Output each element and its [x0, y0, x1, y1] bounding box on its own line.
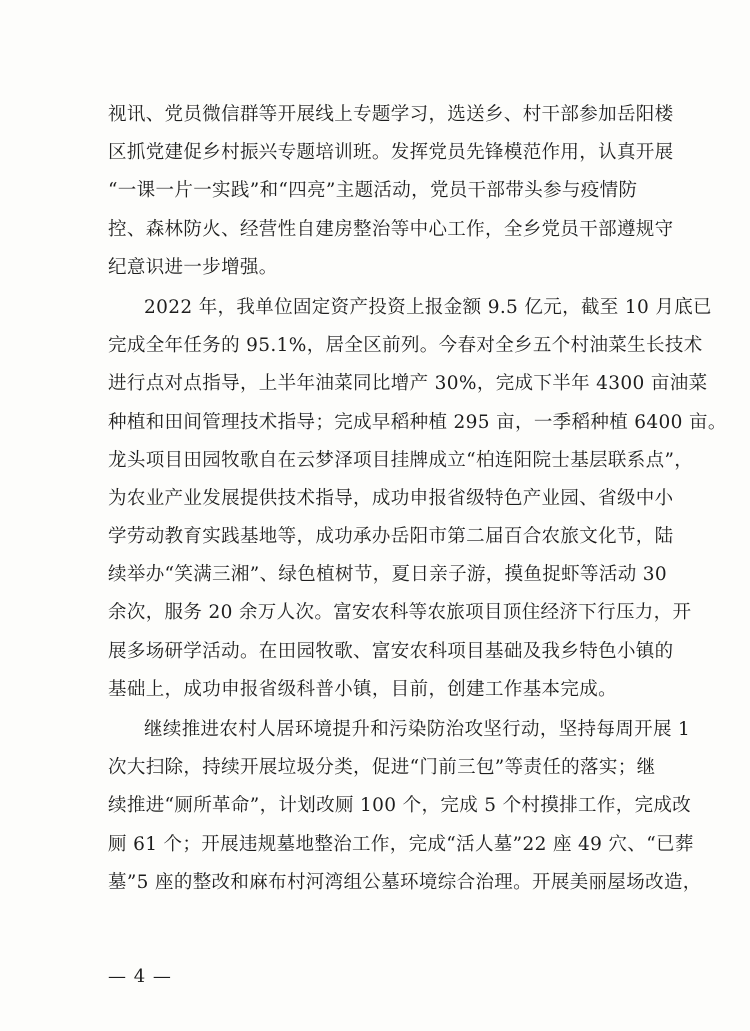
text-line: 完成全年任务的 95.1%，居全区前列。今春对全乡五个村油菜生长技术	[108, 335, 703, 357]
text-line: 控、森林防火、经营性自建房整治等中心工作，全乡党员干部遵规守	[108, 218, 674, 240]
text-line: 进行点对点指导，上半年油菜同比增产 30%，完成下半年 4300 亩油菜	[108, 373, 708, 395]
text-line: 继续推进农村人居环境提升和污染防治攻坚行动，坚持每周开展 1	[144, 719, 691, 740]
text-line: 视讯、党员微信群等开展线上专题学习，选送乡、村干部参加岳阳楼	[108, 104, 674, 125]
text-line: 2022 年，我单位固定资产投资上报金额 9.5 亿元，截至 10 月底已	[144, 296, 712, 318]
text-line: 次大扫除，持续开展垃圾分类，促进“门前三包”等责任的落实；继	[108, 757, 656, 779]
text-line: 续举办“笑满三湘”、绿色植树节，夏日亲子游，摸鱼捉虾等活动 30	[108, 564, 668, 586]
text-line: 余次，服务 20 余万人次。富安农科等农旅项目顶住经济下行压力，开	[108, 602, 692, 624]
text-line: 为农业产业发展提供技术指导，成功申报省级特色产业园、省级中小	[108, 487, 674, 509]
text-line: 续推进“厕所革命”，计划改厕 100 个，完成 5 个村摸排工作，完成改	[108, 795, 692, 817]
text-line: 纪意识进一步增强。	[108, 256, 278, 278]
body-text	[108, 96, 727, 902]
text-line: 展多场研学活动。在田园牧歌、富安农科项目基础及我乡特色小镇的	[108, 640, 674, 662]
paragraph-2	[108, 289, 727, 709]
text-line: 区抓党建促乡村振兴专题培训班。发挥党员先锋模范作用，认真开展	[108, 142, 674, 164]
text-line: 种植和田间管理技术指导；完成早稻种植 295 亩，一季稻种植 6400 亩。	[108, 411, 727, 433]
paragraph-1	[108, 96, 674, 287]
paragraph-3	[108, 711, 702, 902]
text-line: 龙头项目田园牧歌自在云梦泽项目挂牌成立“柏连阳院士基层联系点”，	[108, 449, 694, 471]
text-line: 基础上，成功申报省级科普小镇，目前，创建工作基本完成。	[108, 678, 617, 700]
text-line: “一课一片一实践”和“四亮”主题活动，党员干部带头参与疫情防	[108, 180, 638, 202]
text-line: 学劳动教育实践基地等，成功承办岳阳市第二届百合农旅文化节，陆	[108, 526, 674, 548]
text-line: 厕 61 个；开展违规墓地整治工作，完成“活人墓”22 座 49 穴、“已葬	[108, 833, 694, 855]
text-line: 墓”5 座的整改和麻布村河湾组公墓环境综合治理。开展美丽屋场改造，	[108, 871, 702, 893]
page-number: — 4 —	[108, 966, 172, 987]
